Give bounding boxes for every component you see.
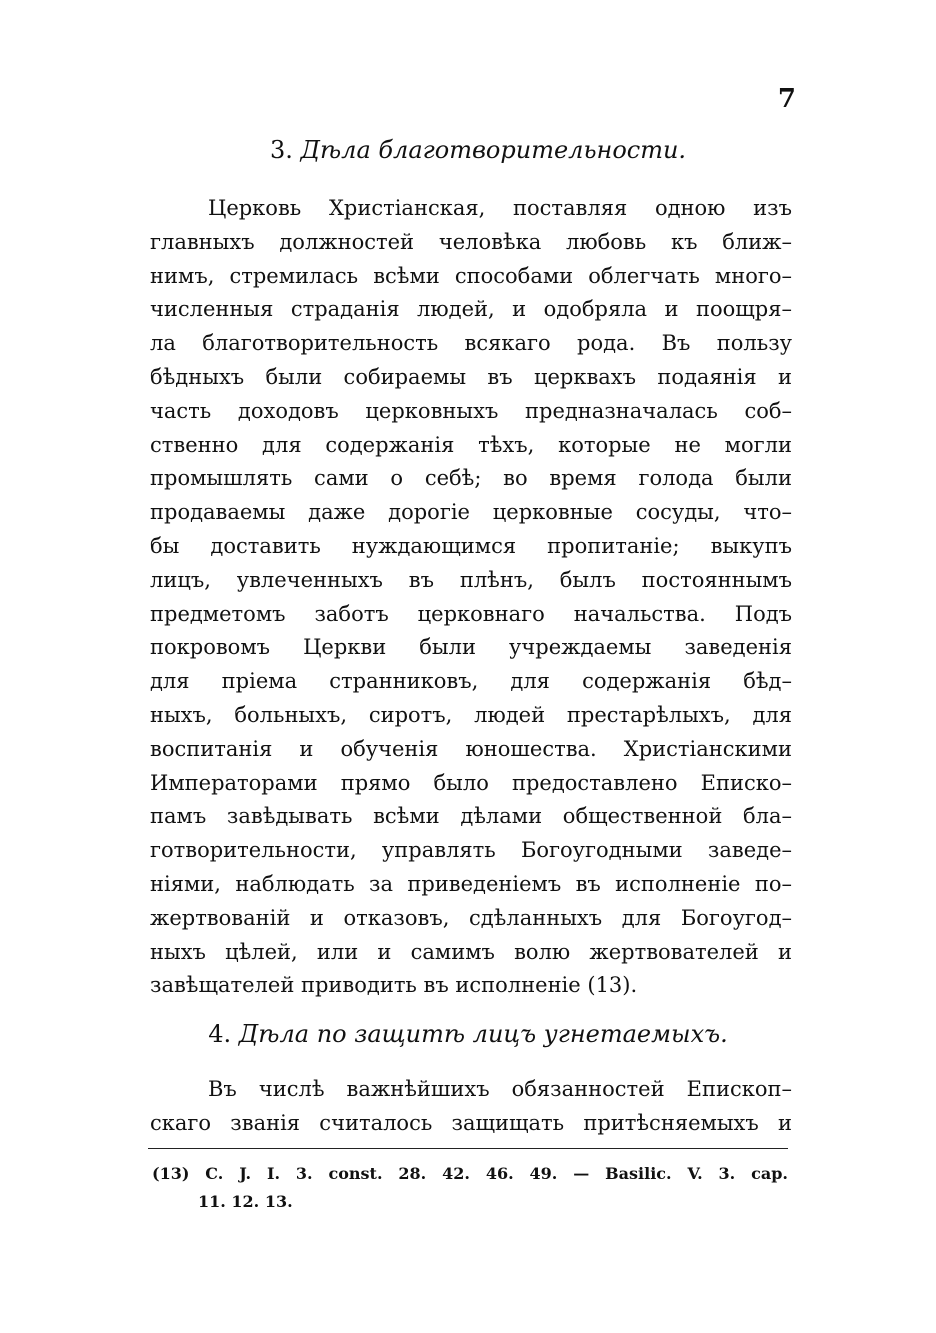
section-title: Дѣла по защитѣ лицъ угнетаемыхъ. (238, 1020, 728, 1048)
text-line: нимъ, стремилась всѣми способами облегчать много– (150, 263, 792, 288)
text-line: памъ завѣдывать всѣми дѣлами общественной бла– (150, 804, 792, 829)
text-line: ныхъ цѣлей, или и самимъ волю жертвователей и (150, 939, 792, 964)
paragraph-charity (150, 192, 792, 1003)
paragraph-protection (150, 1073, 792, 1141)
text-line: бѣдныхъ были собираемы въ церквахъ подаянія и (150, 364, 792, 389)
text-line: численныя страданія людей, и одобряла и поощря– (150, 297, 792, 322)
text-line: ла благотворительность всякаго рода. Въ пользу (150, 331, 792, 356)
text-line: продаваемы даже дорогіе церковные сосуды, что– (150, 500, 792, 525)
text-line: покровомъ Церкви были учреждаемы заведенія (150, 635, 792, 660)
text-line: часть доходовъ церковныхъ предназначалась соб– (150, 398, 792, 423)
text-line: готворительности, управлять Богоугодными заведе– (150, 838, 792, 863)
footnote-divider (148, 1148, 788, 1149)
text-line: Императорами прямо было предоставлено Еписко– (150, 770, 792, 795)
text-line: Церковь Христіанская, поставляя одною изъ (208, 196, 792, 220)
text-line: Въ числѣ важнѣйшихъ обязанностей Епископ– (208, 1077, 792, 1101)
text-line: жертвованій и отказовъ, сдѣланныхъ для Богоугод– (150, 905, 792, 930)
section-heading-3 (10, 136, 936, 164)
text-line: ственно для содержанія тѣхъ, которые не могли (150, 432, 792, 457)
text-line: главныхъ должностей человѣка любовь къ ближ– (150, 229, 792, 254)
text-line: завѣщателей приводить въ исполненіе (13). (150, 973, 638, 998)
section-number: 3. (269, 136, 293, 164)
footnote-line: (13) C. J. I. 3. const. 28. 42. 46. 49. — Basilic. V. 3. cap. (152, 1164, 788, 1183)
text-line: для пріема странниковъ, для содержанія бѣд– (150, 669, 792, 694)
text-line: ныхъ, больныхъ, сиротъ, людей престарѣлыхъ, для (150, 702, 792, 727)
text-line: воспитанія и обученія юношества. Христіанскими (150, 736, 792, 761)
section-number: 4. (208, 1020, 232, 1048)
footnote-line: 11. 12. 13. (198, 1192, 293, 1211)
text-line: скаго званія считалось защищать притѣсняемыхъ и (150, 1110, 792, 1135)
text-line: промышлять сами о себѣ; во время голода были (150, 466, 792, 491)
text-line: предметомъ заботъ церковнаго начальства. Подъ (150, 601, 792, 626)
text-line: ніями, наблюдать за приведеніемъ въ исполненіе по– (150, 871, 792, 896)
section-title: Дѣла благотворительности. (300, 136, 687, 164)
section-heading-4 (0, 1020, 936, 1048)
text-line: лицъ, увлеченныхъ въ плѣнъ, былъ постояннымъ (150, 567, 792, 592)
text-line: бы доставить нуждающимся пропитаніе; выкупъ (150, 533, 792, 558)
page-number: 7 (777, 84, 796, 114)
footnote (152, 1160, 788, 1216)
